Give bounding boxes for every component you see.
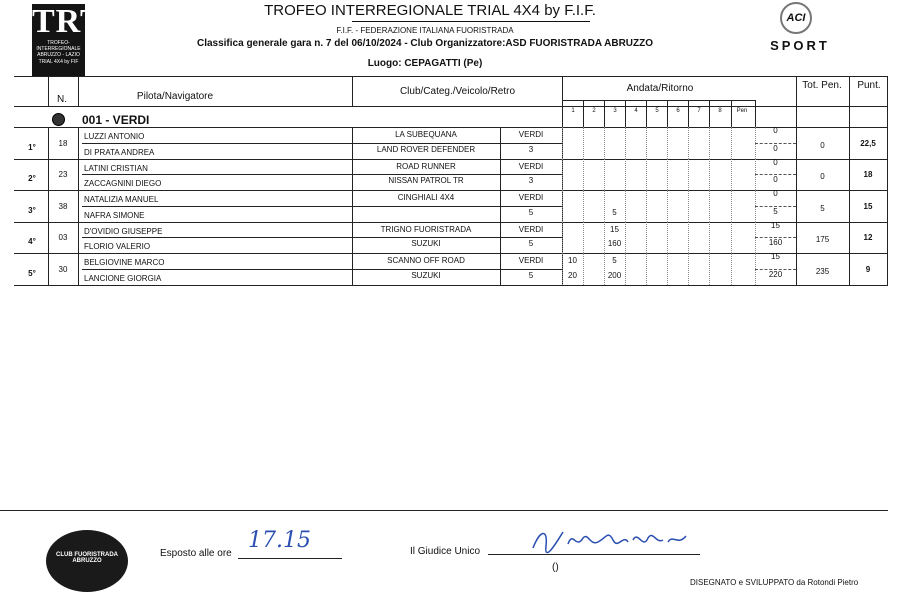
row-retro: 5: [528, 207, 534, 217]
grid-line-v: [887, 159, 888, 191]
row-navigator: FLORIO VALERIO: [84, 242, 151, 252]
row-number: 03: [58, 233, 68, 243]
row-number: 18: [58, 138, 68, 148]
grid-line-h: [352, 237, 562, 238]
grid-line-v: [583, 159, 584, 191]
stage-label-3: 3: [613, 108, 617, 114]
grid-line-v: [604, 127, 605, 159]
title-underline: [352, 21, 590, 22]
col-header-pilot: Pilota/Navigatore: [136, 91, 214, 102]
grid-line-v: [625, 253, 626, 285]
row-points: 12: [863, 233, 873, 243]
grid-line-h: [14, 76, 888, 77]
row-total-penalty: 175: [815, 235, 830, 245]
grid-line-v: [562, 190, 563, 222]
row-vehicle: SUZUKI: [411, 270, 441, 280]
credits: DISEGNATO e SVILUPPATO da Rotondi Pietro: [690, 578, 859, 587]
grid-line-v: [646, 190, 647, 222]
grid-line-v: [887, 222, 888, 254]
stage-label-1: 1: [571, 108, 575, 114]
grid-line-v: [709, 222, 710, 254]
row-penalty-out: 15: [771, 220, 780, 230]
grid-line-v: [562, 159, 563, 191]
grid-line-v: [709, 127, 710, 159]
row-category: VERDI: [518, 193, 544, 202]
row-stage3-return: 200: [607, 270, 622, 280]
row-number: 23: [58, 170, 68, 180]
grid-line-v: [731, 159, 732, 191]
row-total-penalty: 0: [820, 140, 825, 150]
grid-line-v: [688, 222, 689, 254]
grid-line-h: [352, 143, 562, 144]
grid-line-v: [667, 159, 668, 191]
grid-line-h: [352, 174, 562, 175]
grid-line-v: [78, 190, 79, 222]
grid-line-v: [667, 253, 668, 285]
club-logo-text: CLUB FUORISTRADA ABRUZZO: [56, 552, 118, 564]
grid-line-v: [604, 190, 605, 222]
grid-line-v: [78, 253, 79, 285]
row-stage3-return: 160: [607, 239, 622, 249]
grid-line-v: [688, 127, 689, 159]
row-retro: 3: [528, 144, 534, 154]
grid-line-v: [709, 253, 710, 285]
row-stage3-return: 5: [612, 207, 617, 217]
grid-line-h: [82, 269, 352, 270]
stage-label-4: 4: [634, 108, 638, 114]
row-position: 3°: [28, 205, 36, 215]
row-club: ROAD RUNNER: [396, 161, 456, 171]
row-total-penalty: 0: [820, 172, 825, 182]
grid-line-v: [604, 159, 605, 191]
stage-label-7: 7: [697, 108, 701, 114]
grid-line-v: [887, 190, 888, 222]
trt-logo-line2: ABRUZZO - LAZIO: [37, 52, 80, 58]
grid-line-v: [625, 190, 626, 222]
grid-line-v: [625, 222, 626, 254]
row-stage3-out: 15: [610, 224, 619, 234]
grid-line-v: [625, 127, 626, 159]
row-category: VERDI: [518, 161, 544, 171]
grid-line-v: [646, 127, 647, 159]
row-retro: 3: [528, 176, 534, 186]
row-position: 1°: [28, 142, 36, 152]
club-fuoristrada-logo: [46, 530, 128, 592]
grid-line-v: [78, 76, 79, 106]
grid-line-h: [14, 106, 888, 107]
row-total-penalty: 235: [815, 266, 830, 276]
row-navigator: DI PRATA ANDREA: [84, 147, 155, 157]
footer-divider: [0, 510, 888, 511]
row-club: LA SUBEQUANA: [395, 130, 457, 139]
grid-line-v: [583, 190, 584, 222]
row-stage1-return: 20: [568, 270, 577, 280]
judge-parenthesis: (): [552, 562, 559, 573]
trt-logo: [32, 3, 104, 76]
grid-line-v: [646, 159, 647, 191]
row-vehicle: NISSAN PATROL TR: [388, 176, 464, 186]
grid-line-v: [352, 76, 353, 106]
row-pilot: D'OVIDIO GIUSEPPE: [84, 226, 163, 236]
grid-line-v: [709, 190, 710, 222]
row-pilot: LUZZI ANTONIO: [84, 132, 145, 141]
grid-line-v: [583, 253, 584, 285]
grid-line-v: [731, 190, 732, 222]
grid-line-v: [887, 127, 888, 159]
grid-line-h: [562, 100, 755, 101]
col-header-penalty: Tot. Pen.: [802, 80, 842, 91]
row-penalty-return: 0: [773, 175, 778, 185]
row-penalty-return: 160: [768, 238, 783, 248]
row-points: 18: [863, 170, 873, 180]
grid-line-h: [82, 206, 352, 207]
grid-line-v: [731, 253, 732, 285]
stage-label-2: 2: [592, 108, 596, 114]
grid-line-v: [667, 127, 668, 159]
trt-logo-letters: TRT: [32, 3, 104, 40]
row-navigator: LANCIONE GIORGIA: [84, 273, 162, 283]
row-number: 38: [58, 201, 68, 211]
stage-label-8: 8: [718, 108, 722, 114]
row-category: VERDI: [518, 224, 544, 234]
row-stage3-out: 5: [612, 256, 617, 265]
grid-line-v: [709, 159, 710, 191]
grid-line-h: [352, 269, 562, 270]
row-club: CINGHIALI 4X4: [397, 193, 455, 202]
trt-logo-line3: TRIAL 4X4 by FIF: [38, 59, 79, 65]
row-position: 4°: [28, 237, 36, 247]
aci-logo-icon: ACI: [780, 2, 812, 34]
grid-line-v: [887, 253, 888, 285]
grid-line-v: [646, 253, 647, 285]
col-header-points: Punt.: [857, 80, 881, 91]
row-club: TRIGNO FUORISTRADA: [380, 224, 472, 234]
row-points: 15: [863, 201, 873, 211]
grid-line-v: [562, 127, 563, 159]
judge-label: Il Giudice Unico: [410, 546, 481, 557]
grid-line-v: [78, 159, 79, 191]
grid-line-v: [562, 222, 563, 254]
row-penalty-out: 0: [773, 189, 778, 198]
federation-name: F.I.F. - FEDERAZIONE ITALIANA FUORISTRADA: [336, 26, 514, 35]
row-points: 22,5: [860, 138, 876, 148]
row-position: 5°: [28, 268, 36, 278]
row-navigator: NAFRA SIMONE: [84, 210, 145, 220]
row-penalty-out: 0: [773, 157, 778, 167]
sport-logo: SPORT: [770, 38, 830, 53]
stage-label-5: 5: [655, 108, 659, 114]
grid-line-v: [646, 222, 647, 254]
grid-line-h: [82, 237, 352, 238]
exposed-label: Esposto alle ore: [160, 548, 232, 559]
col-header-number: N.: [57, 94, 67, 105]
grid-line-v: [688, 159, 689, 191]
row-penalty-out: 0: [773, 126, 778, 135]
grid-line-h: [352, 206, 562, 207]
row-penalty-return: 220: [768, 269, 783, 279]
grid-line-v: [667, 222, 668, 254]
row-vehicle: SUZUKI: [411, 239, 441, 249]
row-category: VERDI: [518, 256, 544, 265]
grid-line-v: [583, 222, 584, 254]
grid-line-v: [667, 190, 668, 222]
row-penalty-return: 0: [773, 143, 778, 153]
classification-line: Classifica generale gara n. 7 del 06/10/2024 - Club Organizzatore:ASD FUORISTRADA ABRUZZO: [196, 38, 654, 49]
grid-line-v: [731, 127, 732, 159]
document-title: TROFEO INTERREGIONALE TRIAL 4X4 by F.I.F.: [264, 2, 596, 19]
col-header-club: Club/Categ./Veicolo/Retro: [399, 86, 516, 97]
row-navigator: ZACCAGNINI DIEGO: [84, 179, 162, 189]
trt-logo-line1: TROFEO-INTERREGIONALE: [36, 40, 81, 52]
stage-label-6: 6: [676, 108, 680, 114]
row-penalty-out: 15: [771, 252, 780, 261]
row-stage1-out: 10: [568, 256, 577, 265]
row-pilot: NATALIZIA MANUEL: [84, 195, 159, 204]
grid-line-h: [82, 174, 352, 175]
row-number: 30: [58, 264, 68, 274]
grid-line-v: [78, 222, 79, 254]
group-bullet-icon: [52, 113, 65, 126]
judge-signature-drawing: [528, 520, 698, 560]
grid-line-v: [731, 222, 732, 254]
row-pilot: BELGIOVINE MARCO: [84, 258, 165, 267]
grid-line-v: [755, 100, 756, 127]
row-retro: 5: [528, 270, 534, 280]
row-retro: 5: [528, 239, 534, 249]
grid-line-v: [78, 127, 79, 159]
row-vehicle: LAND ROVER DEFENDER: [376, 144, 476, 154]
grid-line-h: [82, 143, 352, 144]
row-pilot: LATINI CRISTIAN: [84, 163, 148, 173]
grid-line-v: [48, 76, 49, 106]
grid-line-v: [583, 127, 584, 159]
grid-line-v: [625, 159, 626, 191]
grid-line-v: [688, 253, 689, 285]
row-points: 9: [865, 264, 871, 274]
col-header-stages: Andata/Ritorno: [626, 83, 694, 94]
exposed-time-handwritten: 17.15: [248, 528, 311, 553]
grid-line-v: [688, 190, 689, 222]
grid-line-h: [14, 285, 888, 286]
stage-label-pen: Pen: [736, 108, 748, 114]
event-place: Luogo: CEPAGATTI (Pe): [367, 58, 483, 69]
group-title: 001 - VERDI: [82, 113, 150, 127]
row-club: SCANNO OFF ROAD: [387, 256, 465, 265]
row-category: VERDI: [518, 130, 544, 139]
exposed-time-line: [238, 558, 342, 559]
row-total-penalty: 5: [820, 203, 825, 213]
row-penalty-return: 5: [773, 206, 778, 216]
row-position: 2°: [28, 174, 36, 184]
